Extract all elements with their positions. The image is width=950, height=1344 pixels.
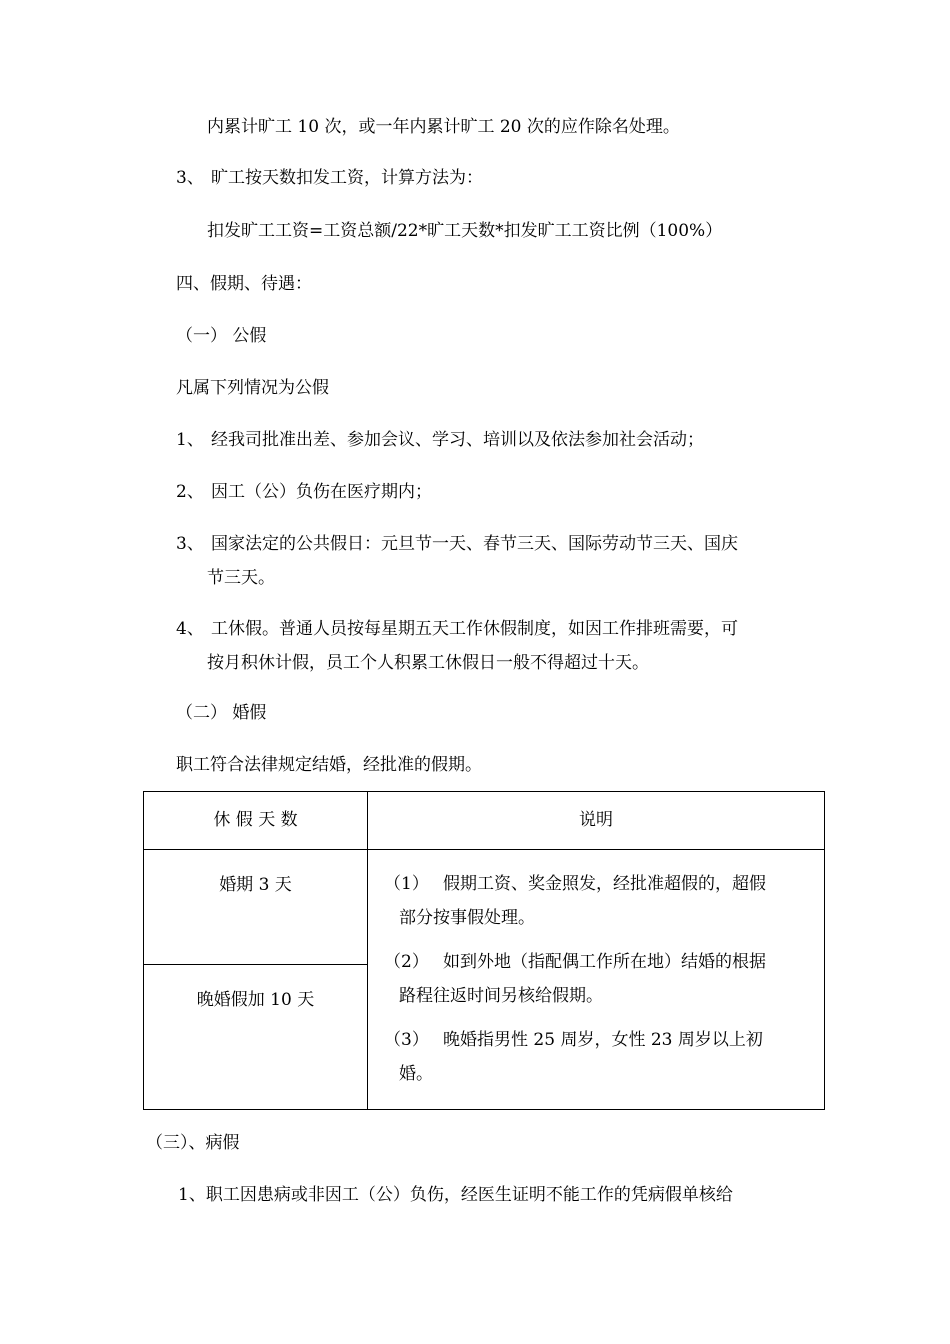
- note-text-line-1: 假期工资、奖金照发，经批准超假的，超假: [443, 874, 766, 894]
- note-number: （3）: [384, 1030, 429, 1050]
- list-text-line-1: 国家法定的公共假日：元旦节一天、春节三天、国际劳动节三天、国庆: [211, 534, 738, 554]
- note-item: [384, 1023, 814, 1091]
- list-number: 2、: [176, 482, 204, 502]
- header-description: 说明: [579, 810, 613, 830]
- leave-days-marriage: 婚期 3 天: [219, 875, 292, 895]
- marriage-leave-table: [143, 791, 825, 1110]
- table-cell-days: [144, 850, 368, 965]
- list-item-work-injury: [176, 475, 816, 509]
- note-number: （1）: [384, 874, 429, 894]
- table-header-cell: [368, 792, 825, 850]
- list-item-business-trip: [176, 423, 816, 457]
- table-cell-notes: [368, 850, 825, 1110]
- paragraph-public-leave-intro: 凡属下列情况为公假: [176, 378, 329, 398]
- list-text: 因工（公）负伤在医疗期内；: [211, 482, 432, 502]
- list-text-line-2: 节三天。: [207, 568, 275, 588]
- list-number: 1、: [176, 430, 204, 450]
- note-item: [384, 945, 814, 1013]
- list-number: 3、: [176, 534, 204, 554]
- list-item-absence-deduction: [176, 161, 816, 195]
- table-cell-days: [144, 965, 368, 1110]
- table-row: [144, 850, 825, 965]
- header-leave-days: 休 假 天 数: [213, 810, 298, 830]
- note-text-line-1: 晚婚指男性 25 周岁，女性 23 周岁以上初: [443, 1030, 763, 1050]
- note-text-line-1: 如到外地（指配偶工作所在地）结婚的根据: [443, 952, 766, 972]
- paragraph-absence-dismissal: 内累计旷工 10 次，或一年内累计旷工 20 次的应作除名处理。: [207, 117, 680, 137]
- leave-days-late-marriage: 晚婚假加 10 天: [196, 990, 315, 1010]
- list-number: 3、: [176, 168, 204, 188]
- list-text: 经我司批准出差、参加会议、学习、培训以及依法参加社会活动；: [211, 430, 704, 450]
- list-number: 4、: [176, 619, 204, 639]
- note-number: （2）: [384, 952, 429, 972]
- subsection-heading-sick-leave: （三）、病假: [146, 1133, 240, 1153]
- subsection-heading-marriage-leave: （二） 婚假: [176, 703, 267, 723]
- note-text-line-2: 路程往返时间另核给假期。: [399, 986, 603, 1006]
- notes-list: [368, 850, 824, 1091]
- section-heading-holidays: 四、假期、待遇：: [176, 274, 312, 294]
- paragraph-deduction-formula: 扣发旷工工资=工资总额/22*旷工天数*扣发旷工工资比例（100%）: [207, 221, 723, 241]
- note-item: [384, 867, 814, 935]
- note-text-line-2: 婚。: [399, 1064, 433, 1084]
- note-text-line-2: 部分按事假处理。: [399, 908, 535, 928]
- list-text-line-1: 工休假。普通人员按每星期五天工作休假制度，如因工作排班需要，可: [211, 619, 738, 639]
- list-item-rest-leave: [176, 612, 816, 680]
- paragraph-marriage-leave-intro: 职工符合法律规定结婚，经批准的假期。: [176, 755, 482, 775]
- table-header-row: [144, 792, 825, 850]
- list-text: 旷工按天数扣发工资，计算方法为：: [211, 168, 483, 188]
- paragraph-sick-leave-rule: 1、职工因患病或非因工（公）负伤，经医生证明不能工作的凭病假单核给: [178, 1185, 733, 1205]
- list-item-public-holidays: [176, 527, 816, 595]
- subsection-heading-public-leave: （一） 公假: [176, 326, 267, 346]
- table-header-cell: [144, 792, 368, 850]
- list-text-line-2: 按月积休计假，员工个人积累工休假日一般不得超过十天。: [207, 653, 649, 673]
